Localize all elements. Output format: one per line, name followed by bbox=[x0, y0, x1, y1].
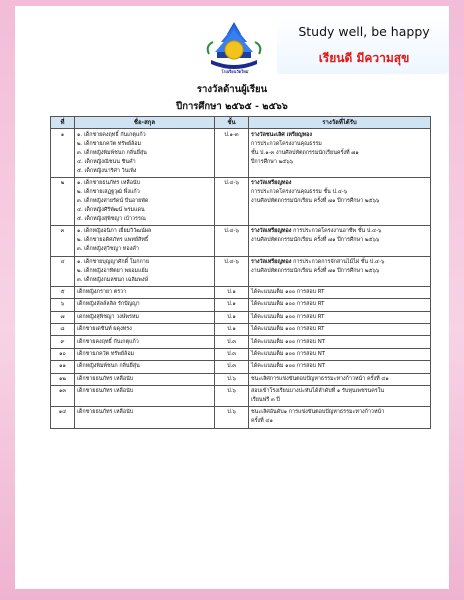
table-row bbox=[51, 324, 431, 336]
row-number: ๑๒ bbox=[51, 373, 75, 385]
grade-level: ป.๑ bbox=[215, 324, 249, 336]
row-number: ๑๐ bbox=[51, 348, 75, 360]
award-line: ชนะเลิศการแข่งขันตอบปัญหาธรรมะทางก้าวหน้า ครั้งที่ ๔๑ bbox=[251, 375, 389, 382]
student-name: เด็กหญิงลัลล์ลลิล รักปัญญา bbox=[77, 301, 140, 308]
award-line: ได้คะแนนเต็ม ๑๐๐ การสอบ NT bbox=[251, 338, 326, 345]
academic-year: ปีการศึกษา ๒๕๖๕ - ๒๕๖๖ bbox=[176, 101, 288, 112]
grade-level: ป.๑ bbox=[215, 299, 249, 311]
page-title: รางวัลด้านผู้เรียน bbox=[196, 84, 268, 95]
award-line bbox=[251, 258, 428, 267]
document-page bbox=[15, 6, 449, 589]
student-name: ๑. เด็กชายบุญญาศักดิ์ โมกกาย bbox=[77, 258, 149, 265]
grade-level: ป.๑ bbox=[215, 311, 249, 323]
table-row bbox=[51, 299, 431, 311]
student-names bbox=[75, 177, 215, 225]
student-name: ๒. เด็กหญิงอาทิตยา พยอมแย้ม bbox=[77, 267, 149, 274]
award-description bbox=[249, 385, 431, 406]
grade-level: ป.๖ bbox=[215, 385, 249, 406]
row-number: ๙ bbox=[51, 336, 75, 348]
award-line: ชนะเลิศอันดับ๑ การแข่งขันตอบปัญหาธรรมะทางก้าวหน้า bbox=[251, 409, 385, 416]
award-description bbox=[249, 336, 431, 348]
student-name: ๔. เด็กหญิงศิริพัฒน์ พรมแดน bbox=[77, 206, 145, 213]
grade-level: ป.๓ bbox=[215, 361, 249, 373]
award-description bbox=[249, 129, 431, 177]
table-row bbox=[51, 336, 431, 348]
student-name: เด็กชายภควัต ทรัพย์ล้อม bbox=[77, 350, 135, 357]
grade-level: ป.๑ bbox=[215, 286, 249, 298]
award-line: เรียนฟรี ๓ ปี bbox=[251, 397, 280, 404]
student-name: ๒. เด็กชายเสฏฐวุฒิ พึ่งแก้ว bbox=[77, 188, 140, 195]
award-description bbox=[249, 256, 431, 286]
student-names bbox=[75, 256, 215, 286]
award-text: การประกวดโครงงานอาชีพ ชั้น ป.๔-๖ bbox=[291, 228, 382, 235]
student-names bbox=[75, 311, 215, 323]
student-names bbox=[75, 373, 215, 385]
student-names bbox=[75, 226, 215, 256]
award-description bbox=[249, 361, 431, 373]
student-name: เด็กชายเดชินท์ ผดุงทรง bbox=[77, 326, 132, 333]
header-name: ชื่อ-สกุล bbox=[75, 117, 215, 129]
student-names bbox=[75, 286, 215, 298]
award-description bbox=[249, 407, 431, 428]
student-name: ๓. เด็กหญิงสายรัดน์ ปันอายพัด bbox=[77, 197, 149, 204]
award-line: ได้คะแนนเต็ม ๑๐๐ การสอบ NT bbox=[251, 350, 326, 357]
row-number: ๗ bbox=[51, 311, 75, 323]
student-names bbox=[75, 299, 215, 311]
grade-level: ป.๖ bbox=[215, 407, 249, 428]
row-number: ๕ bbox=[51, 286, 75, 298]
awards-table bbox=[50, 116, 431, 429]
student-names bbox=[75, 361, 215, 373]
row-number: ๑๔ bbox=[51, 407, 75, 428]
grade-level: ป.๓ bbox=[215, 348, 249, 360]
award-line: ได้คะแนนเต็ม ๑๐๐ การสอบ RT bbox=[251, 313, 325, 320]
award-line: ได้คะแนนเต็ม ๑๐๐ การสอบ RT bbox=[251, 301, 325, 308]
award-description bbox=[249, 299, 431, 311]
student-names bbox=[75, 336, 215, 348]
award-title: รางวัลเหรียญทอง bbox=[251, 228, 292, 235]
student-names bbox=[75, 385, 215, 406]
student-name: ๓. เด็กหญิงพิมพ์ชนก กลิ่นยี่สุ่น bbox=[77, 149, 147, 156]
header-level: ชั้น bbox=[215, 117, 249, 129]
grade-level: ป.๔-๖ bbox=[215, 226, 249, 256]
student-name: ๑. เด็กชายธนภัทร เหลือนับ bbox=[77, 179, 141, 186]
student-name: เด็กชายธนภัทร เหลือนับ bbox=[77, 388, 134, 395]
student-name: เด็กชายธนภัทร เหลือนับ bbox=[77, 409, 134, 416]
award-title: รางวัลเหรียญทอง bbox=[251, 258, 292, 265]
award-description bbox=[249, 373, 431, 385]
student-name: เด็กหญิงพิมพ์ชนก กลิ่นยี่สุ่น bbox=[77, 363, 140, 370]
student-name: เด็กหญิงภรายา ตรวา bbox=[77, 289, 127, 296]
table-row bbox=[51, 385, 431, 406]
student-name: ๕. เด็กหญิงนาริศา วินเพิ่ง bbox=[77, 167, 137, 174]
award-line: สอบเข้าโรงเรียนบางปะหันได้ลำดับที่ ๑ รับทุนเพชรนครใน bbox=[251, 388, 385, 395]
header-no: ที่ bbox=[51, 117, 75, 129]
table-header-row bbox=[51, 117, 431, 129]
student-names bbox=[75, 348, 215, 360]
award-line: งานศิลปหัตถกรรมนักเรียน ครั้งที่ ๗๑ ปีการศึกษา ๒๕๖๖ bbox=[251, 237, 380, 244]
row-number: ๑๓ bbox=[51, 385, 75, 406]
row-number: ๔ bbox=[51, 256, 75, 286]
row-number: ๑๑ bbox=[51, 361, 75, 373]
table-body bbox=[51, 129, 431, 428]
student-name: ๑. เด็กหญิงอนิภา เยี่ยมวิวัฒน์ผล bbox=[77, 228, 152, 235]
student-name: ๑. เด็กชายคงฤทธิ์ กันเกตุแก้ว bbox=[77, 131, 146, 138]
award-line bbox=[251, 131, 428, 149]
row-number: ๓ bbox=[51, 226, 75, 256]
student-names bbox=[75, 129, 215, 177]
header-award: รางวัลที่ได้รับ bbox=[249, 117, 431, 129]
student-name: ๓. เด็กหญิงกมลชนก เฉลิมพงษ์ bbox=[77, 276, 149, 283]
row-number: ๒ bbox=[51, 177, 75, 225]
slogan-english: Study well, be happy bbox=[298, 24, 430, 39]
table-row bbox=[51, 311, 431, 323]
student-name: ๓. เด็กหญิงสุวิชญา ทองคำ bbox=[77, 246, 139, 253]
award-title: รางวัลเหรียญทอง bbox=[251, 179, 292, 186]
table-row bbox=[51, 286, 431, 298]
student-name: ๒. เด็กชายภควัต ทรัพย์ล้อม bbox=[77, 140, 142, 147]
award-description bbox=[249, 324, 431, 336]
school-logo bbox=[203, 20, 265, 72]
award-line bbox=[251, 179, 428, 197]
row-number: ๖ bbox=[51, 299, 75, 311]
table-row bbox=[51, 361, 431, 373]
award-line: งานศิลปหัตถกรรมนักเรียน ครั้งที่ ๗๑ ปีการศึกษา ๒๕๖๖ bbox=[251, 197, 380, 204]
student-names bbox=[75, 324, 215, 336]
table-row bbox=[51, 348, 431, 360]
award-line: ครั้งที่ ๔๑ bbox=[251, 418, 273, 425]
grade-level: ป.๖ bbox=[215, 373, 249, 385]
student-name: ๔. เด็กหญิงณิชนน ชินคำ bbox=[77, 158, 136, 165]
award-text: การประกวดโครงงานคุณธรรม bbox=[251, 140, 322, 147]
row-number: ๘ bbox=[51, 324, 75, 336]
award-description bbox=[249, 286, 431, 298]
table-row bbox=[51, 407, 431, 428]
student-names bbox=[75, 407, 215, 428]
grade-level: ป.๑-๓ bbox=[215, 129, 249, 177]
award-description bbox=[249, 226, 431, 256]
grade-level: ป.๔-๖ bbox=[215, 256, 249, 286]
award-line: ปีการศึกษา ๒๕๖๖ bbox=[251, 158, 294, 165]
student-name: เด็กชายธนภัทร เหลือนับ bbox=[77, 375, 134, 382]
table-row bbox=[51, 256, 431, 286]
student-name: ๒. เด็กชายอดิศภัทร แพทย์สิทธิ์ bbox=[77, 237, 149, 244]
logo-caption: โรงเรียนวัดใหม่ bbox=[221, 69, 249, 74]
student-name: ๕. เด็กหญิงสุพิชญา เบ้าวรรณ bbox=[77, 215, 146, 222]
table-row bbox=[51, 373, 431, 385]
award-title: รางวัลชนะเลิศ เหรียญทอง bbox=[251, 131, 313, 138]
award-description bbox=[249, 177, 431, 225]
award-description bbox=[249, 348, 431, 360]
award-line: งานศิลปหัตถกรรมนักเรียน ครั้งที่ ๗๑ ปีการศึกษา ๒๕๖๖ bbox=[251, 267, 380, 274]
grade-level: ป.๔-๖ bbox=[215, 177, 249, 225]
award-text: การประกวดโครงงานคุณธรรม ชั้น ป.๔-๖ bbox=[251, 188, 348, 195]
table-row bbox=[51, 226, 431, 256]
student-name: เด็กชายคงฤทธิ์ กันเกตุแก้ว bbox=[77, 338, 139, 345]
slogan-banner bbox=[277, 16, 449, 74]
table-row bbox=[51, 129, 431, 177]
grade-level: ป.๓ bbox=[215, 336, 249, 348]
table-row bbox=[51, 177, 431, 225]
student-name: เดกหญิงสุพิชญา วงษ์พรหม bbox=[77, 313, 139, 320]
award-line: ชั้น ป.๑-๓ งานศิลปหัตถกรรมนักเรียนครั้งที่ ๗๑ bbox=[251, 149, 359, 156]
slogan-thai: เรียนดี มีความสุข bbox=[318, 51, 410, 65]
award-line: ได้คะแนนเต็ม ๑๐๐ การสอบ RT bbox=[251, 289, 325, 296]
award-text: การประกวดการจักสานไม้ไผ่ ชั้น ป.๔-๖ bbox=[291, 258, 385, 265]
award-line bbox=[251, 227, 428, 236]
row-number: ๑ bbox=[51, 129, 75, 177]
award-line: ได้คะแนนเต็ม ๑๐๐ การสอบ RT bbox=[251, 326, 325, 333]
award-description bbox=[249, 311, 431, 323]
award-line: ได้คะแนนเต็ม ๑๐๐ การสอบ NT bbox=[251, 363, 326, 370]
